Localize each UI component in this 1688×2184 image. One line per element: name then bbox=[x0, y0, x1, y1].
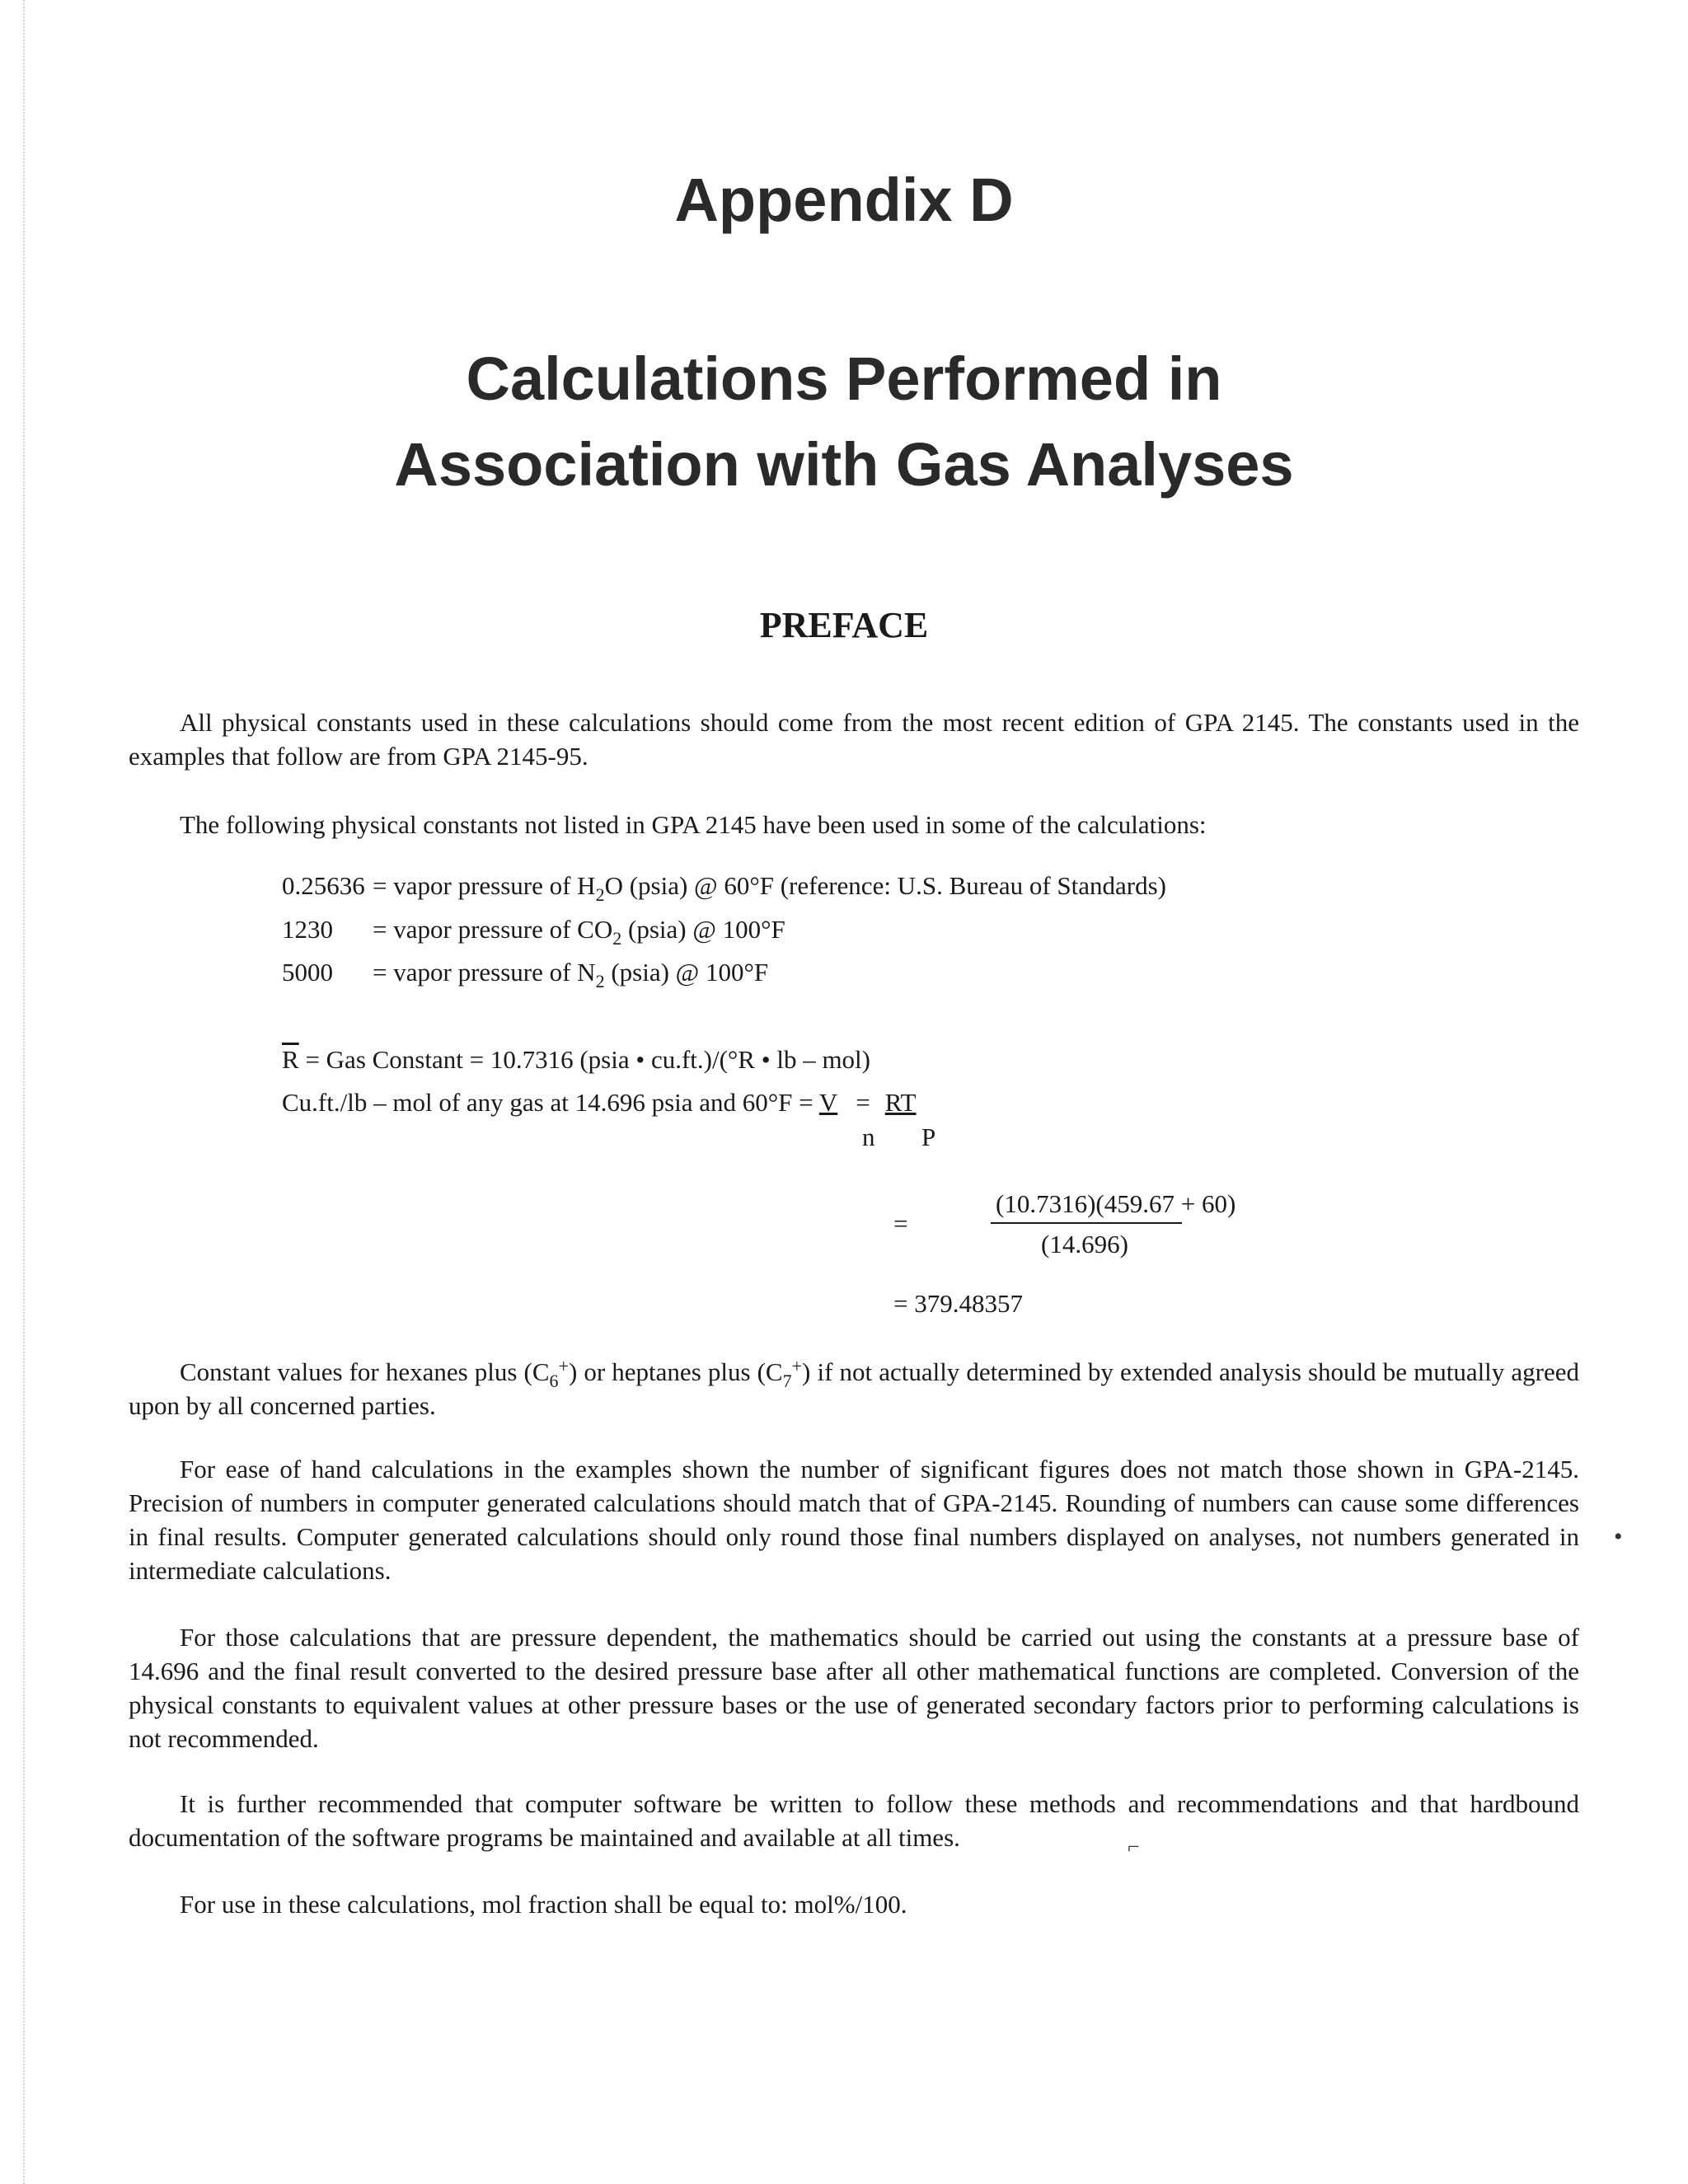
paragraph-constants-intro: The following physical constants not listed in GPA 2145 have been used in some of the calculations: bbox=[180, 810, 1207, 839]
paragraph-pressure-base: For those calculations that are pressure dependent, the mathematics should be carried out using the constants at a pressure base of 14.696 and the final result converted to the desired pressure base after all other mathematical functions are completed. Conversion of the physical constants to equivalent values at other pressure bases or the use of generated secondary factors prior to performing calculations is not recommended. bbox=[129, 1623, 1579, 1753]
calc-denominator: (14.696) bbox=[1041, 1230, 1128, 1258]
scan-mark-icon: • bbox=[1614, 1523, 1623, 1550]
paragraph-software: It is further recommended that computer software be written to follow these methods and recommendations and that hardbound documentation of the software programs be maintained and available at all times. bbox=[129, 1789, 1579, 1852]
constant-value: 1230 bbox=[282, 915, 333, 944]
constant-description: = vapor pressure of $N_2$ (psia) @ 100°F bbox=[373, 958, 769, 991]
preface-heading: PREFACE bbox=[759, 605, 929, 645]
title-line-1: Calculations Performed in bbox=[466, 344, 1222, 413]
fraction-denominator-n: n bbox=[862, 1122, 875, 1151]
pen-mark-icon: ⌐ bbox=[1128, 1835, 1140, 1858]
document-title bbox=[0, 336, 1688, 508]
scan-edge bbox=[23, 0, 25, 2184]
constant-value: 0.25636 bbox=[282, 871, 365, 900]
paragraph-c6-c7-constants: Constant values for hexanes plus $(C_6^+)$ or heptanes plus $(C_7^+)$ if not actually determined by extended analysis should be mutually agreed upon by all concerned parties. bbox=[129, 1356, 1579, 1420]
paragraph-mol-fraction: For use in these calculations, mol fraction shall be equal to: mol%/100. bbox=[180, 1890, 907, 1919]
constant-value: 5000 bbox=[282, 958, 333, 987]
fraction-bar bbox=[991, 1222, 1182, 1224]
gas-constant-line: $\overline{R}$ = Gas Constant = 10.7316 (psia • cu.ft.)/(°R • lb – mol) bbox=[282, 1045, 870, 1074]
fraction-denominator-p: P bbox=[921, 1122, 936, 1151]
paragraph-constants-source: All physical constants used in these calculations should come from the most recent edition of GPA 2145. The constants used in the examples that follow are from GPA 2145-95. bbox=[129, 708, 1579, 771]
calc-result: = 379.48357 bbox=[893, 1289, 1023, 1318]
calc-equals: = bbox=[893, 1209, 908, 1238]
constant-description: = vapor pressure of $H_2O$ (psia) @ 60°F (reference: U.S. Bureau of Standards) bbox=[373, 871, 1166, 905]
paragraph-significant-figures: For ease of hand calculations in the examples shown the number of significant figures does not match those shown in GPA-2145. Precision of numbers in computer generated calculations should match that of GPA-2145. Rounding of numbers can cause some differences in final results. Computer generated calculations should only round those final numbers displayed on analyses, not numbers generated in intermediate calculations. bbox=[129, 1455, 1579, 1585]
constant-description: = vapor pressure of $CO_2$ (psia) @ 100°F bbox=[373, 915, 785, 949]
calc-numerator: (10.7316)(459.67 + 60) bbox=[996, 1189, 1236, 1218]
appendix-heading: Appendix D bbox=[674, 166, 1014, 234]
molar-volume-line: Cu.ft./lb – mol of any gas at 14.696 psia and 60°F = V = RT bbox=[282, 1088, 917, 1117]
title-line-2: Association with Gas Analyses bbox=[394, 430, 1294, 499]
